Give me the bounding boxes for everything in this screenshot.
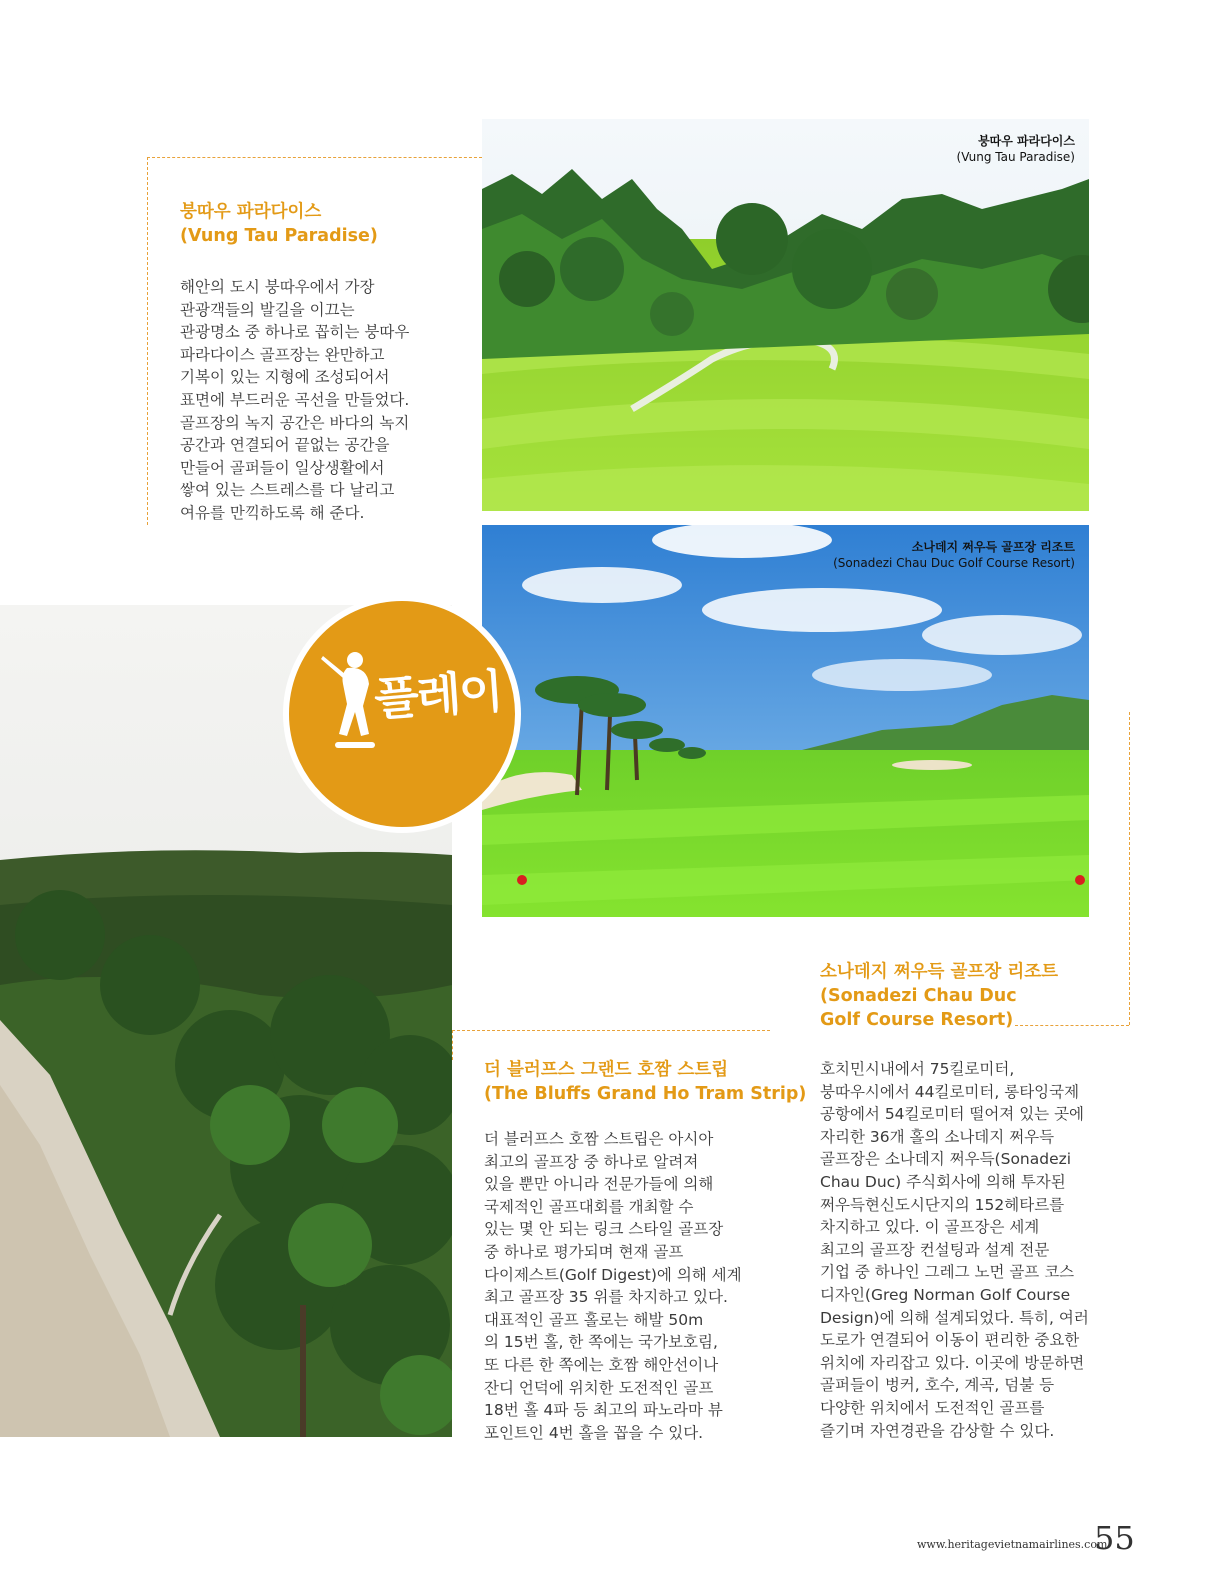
bluffs-line: 있을 뿐만 아니라 전문가들에 의해 <box>484 1175 714 1194</box>
sonadezi-line: 쩌우득현신도시단지의 152헤타르를 <box>820 1195 1065 1214</box>
divider-mid <box>452 1030 770 1031</box>
sonadezi-line: 최고의 골프장 컨설팅과 설계 전문 <box>820 1240 1050 1259</box>
vung-tau-line: 표면에 부드러운 곡선을 만들었다. <box>180 390 410 409</box>
sonadezi-line: 도로가 연결되어 이동이 편리한 중요한 <box>820 1331 1080 1350</box>
vung-tau-line: 관광명소 중 하나로 꼽히는 붕따우 <box>180 323 410 342</box>
bluffs-line: 있는 몇 안 되는 링크 스타일 골프장 <box>484 1220 724 1239</box>
footer-url[interactable]: www.heritagevietnamairlines.com <box>917 1538 1108 1551</box>
bluffs-line: 최고의 골프장 중 하나로 알려져 <box>484 1152 699 1171</box>
sonadezi-body <box>820 1058 1089 1442</box>
vung-tau-caption <box>957 133 1075 165</box>
divider-right-vertical <box>1129 712 1130 1025</box>
bluffs-line: 의 15번 홀, 한 쪽에는 국가보호림, <box>484 1333 718 1352</box>
bluffs-heading <box>484 1058 806 1106</box>
divider-top-left <box>147 157 482 158</box>
sonadezi-line: 즐기며 자연경관을 감상할 수 있다. <box>820 1421 1055 1440</box>
vung-tau-line: 여유를 만끽하도록 해 준다. <box>180 503 365 522</box>
vung-tau-heading-ko: 붕따우 파라다이스 <box>180 202 322 222</box>
sonadezi-line: 골프장은 소나데지 쩌우득(Sonadezi <box>820 1150 1072 1169</box>
sonadezi-line: 골퍼들이 벙커, 호수, 계곡, 덤불 등 <box>820 1376 1055 1395</box>
bluffs-line: 다이제스트(Golf Digest)에 의해 세계 <box>484 1265 742 1284</box>
vung-tau-line: 해안의 도시 붕따우에서 가장 <box>180 278 375 296</box>
sonadezi-line: 자리한 36개 홀의 소나데지 쩌우득 <box>820 1127 1055 1146</box>
sonadezi-caption-en: (Sonadezi Chau Duc Golf Course Resort) <box>833 556 1075 570</box>
sonadezi-caption-ko: 소나데지 쩌우득 골프장 리조트 <box>911 540 1075 554</box>
sonadezi-line: 붕따우시에서 44킬로미터, 롱타잉국제 <box>820 1082 1080 1101</box>
vung-tau-line: 파라다이스 골프장는 완만하고 <box>180 345 385 364</box>
bluffs-line: 포인트인 4번 홀을 꼽을 수 있다. <box>484 1423 704 1442</box>
vung-tau-caption-en: (Vung Tau Paradise) <box>956 150 1075 164</box>
sonadezi-line: Design)에 의해 설계되었다. 특히, 여러 <box>820 1308 1089 1327</box>
sonadezi-heading-ko: 소나데지 쩌우득 골프장 리조트 <box>820 962 1059 982</box>
vung-tau-line: 만들어 골퍼들이 일상생활에서 <box>180 458 385 477</box>
vung-tau-line: 골프장의 녹지 공간은 바다의 녹지 <box>180 413 410 432</box>
sonadezi-line: Chau Duc) 주식회사에 의해 투자된 <box>820 1172 1066 1191</box>
bluffs-line: 대표적인 골프 홀로는 해발 50m <box>484 1310 704 1329</box>
sonadezi-line: 차지하고 있다. 이 골프장은 세계 <box>820 1218 1040 1237</box>
vung-tau-photo-art <box>482 119 1089 511</box>
bluffs-line: 더 블러프스 호짬 스트립은 아시아 <box>484 1130 714 1148</box>
sonadezi-line: 기업 중 하나인 그레그 노먼 골프 코스 <box>820 1263 1075 1282</box>
sonadezi-line: 다양한 위치에서 도전적인 골프를 <box>820 1398 1045 1417</box>
vung-tau-photo <box>482 119 1089 511</box>
bluffs-line: 또 다른 한 쪽에는 호짬 해안선이나 <box>484 1355 719 1374</box>
sonadezi-line: 공항에서 54킬로미터 떨어져 있는 곳에 <box>820 1105 1085 1124</box>
vung-tau-line: 관광객들의 발길을 이끄는 <box>180 300 355 319</box>
sonadezi-line: 위치에 자리잡고 있다. 이곳에 방문하면 <box>820 1353 1085 1372</box>
sonadezi-heading-en-2: Golf Course Resort) <box>820 1010 1014 1030</box>
bluffs-line: 최고 골프장 35 위를 차지하고 있다. <box>484 1288 728 1307</box>
vung-tau-heading <box>180 200 378 248</box>
bluffs-line: 잔디 언덕에 위치한 도전적인 골프 <box>484 1378 714 1397</box>
bluffs-line: 중 하나로 평가되며 현재 골프 <box>484 1242 684 1261</box>
vung-tau-heading-en: (Vung Tau Paradise) <box>180 226 378 246</box>
bluffs-heading-en: (The Bluffs Grand Ho Tram Strip) <box>484 1084 807 1104</box>
vung-tau-line: 쌓여 있는 스트레스를 다 날리고 <box>180 481 395 500</box>
sonadezi-photo-art <box>482 525 1089 917</box>
sonadezi-line: 디자인(Greg Norman Golf Course <box>820 1285 1071 1304</box>
badge-label: 플레이 <box>372 663 504 727</box>
bluffs-line: 국제적인 골프대회를 개최할 수 <box>484 1197 694 1216</box>
page-number: 55 <box>1094 1519 1135 1557</box>
sonadezi-heading <box>820 960 1058 1032</box>
vung-tau-line: 공간과 연결되어 끝없는 공간을 <box>180 436 390 455</box>
divider-left-vertical <box>147 157 148 525</box>
sonadezi-caption <box>833 539 1075 571</box>
bluffs-heading-ko: 더 블러프스 그랜드 호짬 스트립 <box>484 1060 729 1080</box>
bluffs-line: 18번 홀 4파 등 최고의 파노라마 뷰 <box>484 1401 723 1420</box>
divider-mid-vertical <box>452 1030 453 1060</box>
vung-tau-line: 기복이 있는 지형에 조성되어서 <box>180 368 390 387</box>
sonadezi-line: 호치민시내에서 75킬로미터, <box>820 1060 1015 1078</box>
play-section-badge <box>283 595 521 833</box>
bluffs-body <box>484 1128 742 1444</box>
vung-tau-caption-ko: 붕따우 파라다이스 <box>978 134 1075 148</box>
vung-tau-body <box>180 276 409 525</box>
sonadezi-heading-en-1: (Sonadezi Chau Duc <box>820 986 1017 1006</box>
sonadezi-photo <box>482 525 1089 917</box>
